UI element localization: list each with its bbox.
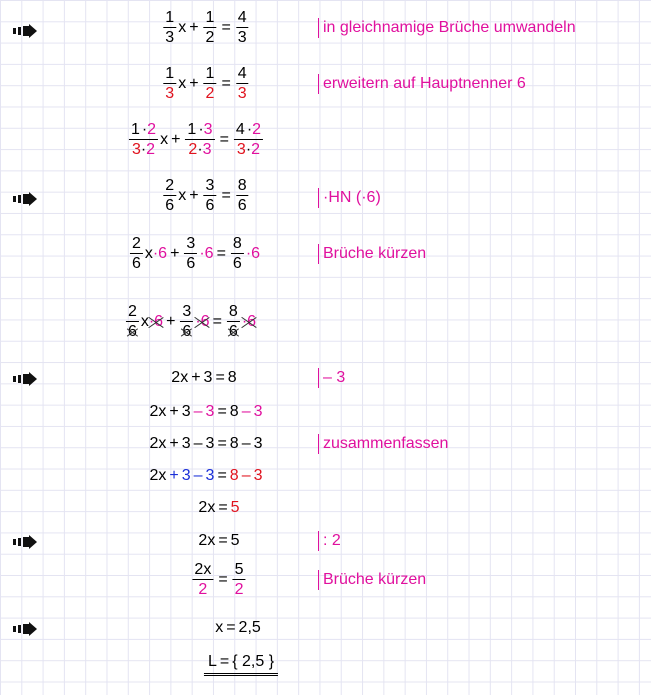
equation: $\frac{2x}{2}$ = $\frac{5}{2}$ [194, 561, 244, 598]
equation: $\frac{1}{3}$ x + $\frac{1}{2}$ = $\frac{4}{3}$ [165, 65, 247, 102]
comment: : 2 [318, 531, 341, 551]
comment: Brüche kürzen [318, 244, 426, 264]
comment: zusammenfassen [318, 434, 448, 454]
comment: in gleichnamige Brüche umwandeln [318, 18, 576, 38]
equation: 2x = 5 [198, 499, 240, 516]
evaluate-arrow-icon[interactable] [12, 372, 38, 386]
equation: 2x + 3 – 3 = 8 – 3 [149, 403, 263, 420]
equation: 2x + 3 – 3 = 8 – 3 [149, 435, 263, 452]
solution-value: { 2,5 } [232, 653, 275, 670]
equation: $\frac{2}{6}$ x + $\frac{3}{6}$ = $\frac{8}{6}$ [165, 177, 247, 214]
equation: $\frac{1}{3}$ x + $\frac{1}{2}$ = $\frac{4}{3}$ [165, 9, 247, 46]
equation: $\frac{2}{6}$ x ·6 + $\frac{3}{6}$ ·6 = $\frac{8}{6}$ ·6 [127, 303, 257, 340]
evaluate-arrow-icon[interactable] [12, 24, 38, 38]
comment: – 3 [318, 368, 345, 388]
evaluate-arrow-icon[interactable] [12, 622, 38, 636]
solution-set: L = { 2,5 } [204, 654, 278, 676]
solution-label: L [207, 653, 217, 670]
comment: ·HN (·6) [318, 188, 381, 208]
equation: $\frac{2}{6}$ x ·6 + $\frac{3}{6}$ ·6 = $\frac{8}{6}$ ·6 [131, 235, 261, 272]
equation: 2x + 3 – 3 = 8 – 3 [149, 467, 263, 484]
equation: 2x = 5 [198, 532, 240, 549]
comment: erweitern auf Hauptnenner 6 [318, 74, 526, 94]
equation: x = 2,5 [215, 619, 261, 636]
equation: $\frac{1 \cdot 2}{3\cdot 2}$ x + $\frac{1 \cdot 3}{2\cdot 3}$ = $\frac{4 \cdot 2}{3\cdot 2}$ [130, 121, 262, 158]
comment: Brüche kürzen [318, 570, 426, 590]
evaluate-arrow-icon[interactable] [12, 535, 38, 549]
evaluate-arrow-icon[interactable] [12, 192, 38, 206]
equation: 2x + 3 = 8 [171, 369, 237, 386]
